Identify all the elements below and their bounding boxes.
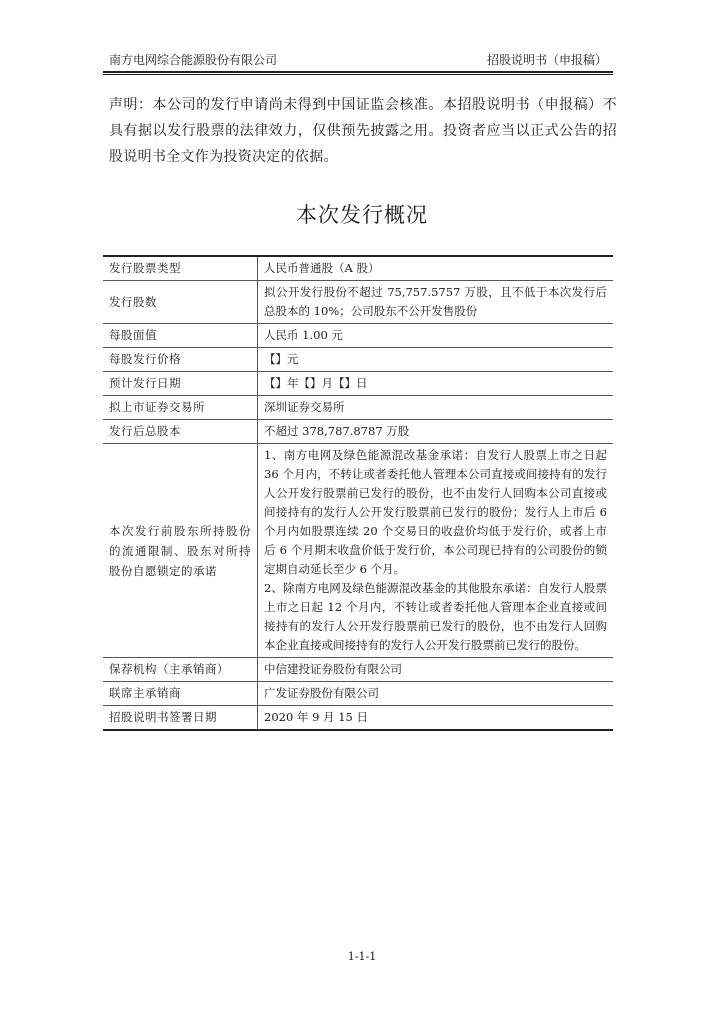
- table-row: [103, 281, 613, 324]
- table-row: [103, 324, 613, 348]
- row-value: 【】元: [258, 348, 614, 372]
- row-value: [258, 444, 614, 658]
- row-value: 深圳证券交易所: [258, 396, 614, 420]
- table-row: [103, 420, 613, 444]
- row-value: 人民币 1.00 元: [258, 324, 614, 348]
- row-label: 预计发行日期: [103, 372, 258, 396]
- row-label: 联席主承销商: [103, 682, 258, 706]
- page-number: 1-1-1: [347, 950, 377, 963]
- table-row: [103, 372, 613, 396]
- offering-summary-table: [103, 255, 613, 731]
- row-value: 【】年【】月【】日: [258, 372, 614, 396]
- header-rule-thin: [103, 74, 613, 75]
- row-label: 拟上市证券交易所: [103, 396, 258, 420]
- header-company-name: 南方电网综合能源股份有限公司: [109, 53, 278, 67]
- table-row: [103, 396, 613, 420]
- row-value: 不超过 378,787.8787 万股: [258, 420, 614, 444]
- table-row: [103, 658, 613, 682]
- row-label: 发行后总股本: [103, 420, 258, 444]
- row-label: 本次发行前股东所持股份的流通限制、股东对所持股份自愿锁定的承诺: [103, 444, 258, 658]
- table-row: [103, 682, 613, 706]
- row-label: 发行股数: [103, 281, 258, 324]
- header-document-type: 招股说明书（申报稿）: [486, 53, 607, 67]
- row-label: 每股面值: [103, 324, 258, 348]
- commitment-paragraph-2: 2、除南方电网及绿色能源混改基金的其他股东承诺：自发行人股票上市之日起 12 个月内，不转让或者委托他人管理本企业直接或间接持有的发行人公开发行股票前已发行的股份，也不由发行人回购本企业直接或间接持有的发行人公开发行股票前已发行的股份。: [264, 581, 607, 652]
- table-row: [103, 444, 613, 658]
- row-value: 中信建投证券股份有限公司: [258, 658, 614, 682]
- table-row: [103, 348, 613, 372]
- row-label: 每股发行价格: [103, 348, 258, 372]
- row-value: 2020 年 9 月 15 日: [258, 706, 614, 731]
- row-label: 招股说明书签署日期: [103, 706, 258, 731]
- commitment-paragraph-1: 1、南方电网及绿色能源混改基金承诺：自发行人股票上市之日起 36 个月内，不转让或者委托他人管理本公司直接或间接持有的发行人公开发行股票前已发行的股份，也不由发行人回购本公司直接或间接持有的发行人公开发行股票前已发行的股份；发行人上市后 6 个月内如股票连续 20 个交易日的收盘价均低于发行价，或者上市后 6 个月期末收盘价低于发行价，本公司现已持有的公司股份的锁定期自动延长至少 6 个月。: [264, 448, 607, 576]
- section-title: 本次发行概况: [296, 203, 428, 227]
- row-value: 人民币普通股（A 股）: [258, 256, 614, 281]
- table-row: [103, 256, 613, 281]
- row-value: 广发证券股份有限公司: [258, 682, 614, 706]
- row-value: 拟公开发行股份不超过 75,757.5757 万股，且不低于本次发行后总股本的 10%；公司股东不公开发售股份: [258, 281, 614, 324]
- disclaimer-statement: 声明：本公司的发行申请尚未得到中国证监会核准。本招股说明书（申报稿）不具有据以发行股票的法律效力，仅供预先披露之用。投资者应当以正式公告的招股说明书全文作为投资决定的依据。: [109, 97, 617, 165]
- table-row: [103, 706, 613, 731]
- row-label: 发行股票类型: [103, 256, 258, 281]
- row-label: 保荐机构（主承销商）: [103, 658, 258, 682]
- page-header: [103, 50, 613, 70]
- header-rule-thick: [103, 71, 613, 73]
